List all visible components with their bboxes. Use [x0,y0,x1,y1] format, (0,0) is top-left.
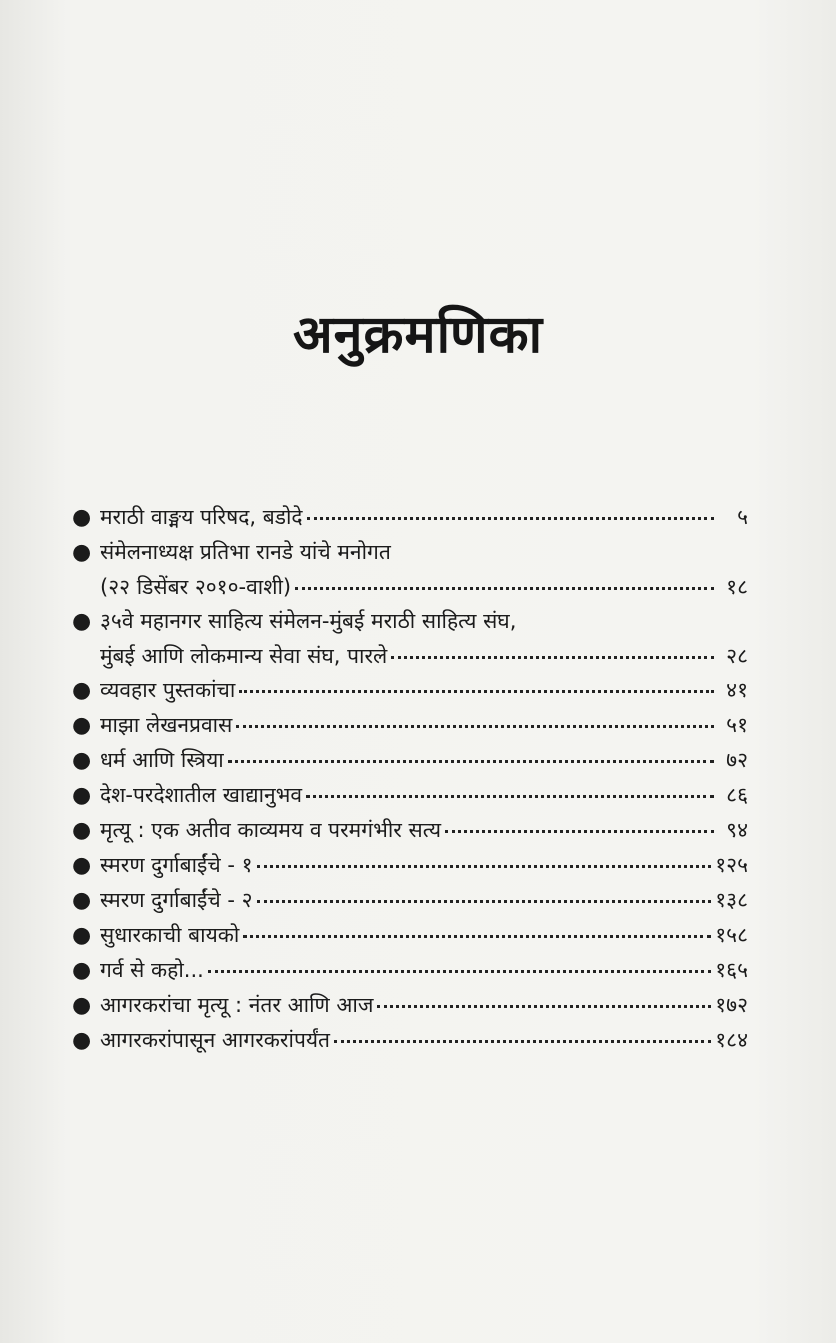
toc-entry-title: मराठी वाङ्मय परिषद, बडोदे [100,505,303,529]
bullet-icon: ● [72,993,92,1018]
toc-page-number: १७२ [715,993,748,1017]
toc-entry [72,708,748,743]
toc-entry-title: आगरकरांपासून आगरकरांपर्यंत [100,1028,331,1052]
toc-entry-title: धर्म आणि स्त्रिया [100,748,224,772]
dot-leader [295,587,714,590]
toc-entry-title: गर्व से कहो... [100,958,204,982]
toc-entry [72,848,748,883]
toc-page-number: १६५ [715,958,748,982]
toc-entry-title: स्मरण दुर्गाबाईंचे - १ [100,853,253,877]
bullet-icon: ● [72,748,92,773]
bullet-icon: ● [72,678,92,703]
dot-leader [208,970,711,973]
toc-entry [72,743,748,778]
toc-entry-title: मृत्यू : एक अतीव काव्यमय व परमगंभीर सत्य [100,818,441,842]
bullet-icon: ● [72,818,92,843]
toc-entry-title: व्यवहार पुस्तकांचा [100,678,236,702]
toc-entry-title: स्मरण दुर्गाबाईंचे - २ [100,888,253,912]
dot-leader [257,865,712,868]
toc-page-number: १३८ [715,888,748,912]
toc-entry [72,673,748,708]
toc-entry [72,1023,748,1058]
dot-leader [243,935,711,938]
toc-entry-title: देश-परदेशातील खाद्यानुभव [100,783,303,807]
toc-entry-title: माझा लेखनप्रवास [100,713,233,737]
bullet-icon: ● [72,609,92,634]
toc-entry [72,778,748,813]
toc-entry-title: ३५वे महानगर साहित्य संमेलन-मुंबई मराठी साहित्य संघ, [100,609,517,633]
toc-page-number: ४१ [726,678,748,702]
toc-page-number: २८ [726,644,748,668]
toc-entry [72,604,748,673]
dot-leader [236,725,714,728]
dot-leader [334,1040,711,1043]
dot-leader [445,830,714,833]
bullet-icon: ● [72,713,92,738]
bullet-icon: ● [72,540,92,565]
toc-entry-title: सुधारकाची बायको [100,923,240,947]
toc-entry [72,953,748,988]
dot-leader [257,900,712,903]
bullet-icon: ● [72,888,92,913]
toc-entry [72,500,748,535]
toc-entry-title-cont: (२२ डिसेंबर २०१०-वाशी) [100,575,292,599]
toc-page-number: ५१ [726,713,748,737]
toc-page-number: १८४ [715,1028,748,1052]
bullet-icon: ● [72,1028,92,1053]
toc-page-number: ८६ [726,783,748,807]
page-title: अनुक्रमणिका [292,304,544,365]
toc-entry [72,988,748,1023]
dot-leader [377,1005,711,1008]
toc-page-number: १२५ [715,853,748,877]
bullet-icon: ● [72,853,92,878]
dot-leader [391,656,714,659]
toc-page-number: १५८ [715,923,748,947]
table-of-contents [72,500,748,1058]
bullet-icon: ● [72,958,92,983]
bullet-icon: ● [72,783,92,808]
dot-leader [228,760,714,763]
toc-entry-title: संमेलनाध्यक्ष प्रतिभा रानडे यांचे मनोगत [100,540,391,564]
dot-leader [306,795,714,798]
bullet-icon: ● [72,505,92,530]
toc-page-number: ५ [737,505,748,529]
toc-entry-title-cont: मुंबई आणि लोकमान्य सेवा संघ, पारले [100,644,388,668]
toc-entry [72,813,748,848]
toc-entry-title: आगरकरांचा मृत्यू : नंतर आणि आज [100,993,374,1017]
toc-page-number: ९४ [726,818,748,842]
toc-entry [72,883,748,918]
dot-leader [307,517,714,520]
toc-entry [72,918,748,953]
toc-entry [72,535,748,604]
toc-page-number: १८ [726,575,748,599]
dot-leader [239,690,714,693]
toc-page-number: ७२ [726,748,748,772]
bullet-icon: ● [72,923,92,948]
